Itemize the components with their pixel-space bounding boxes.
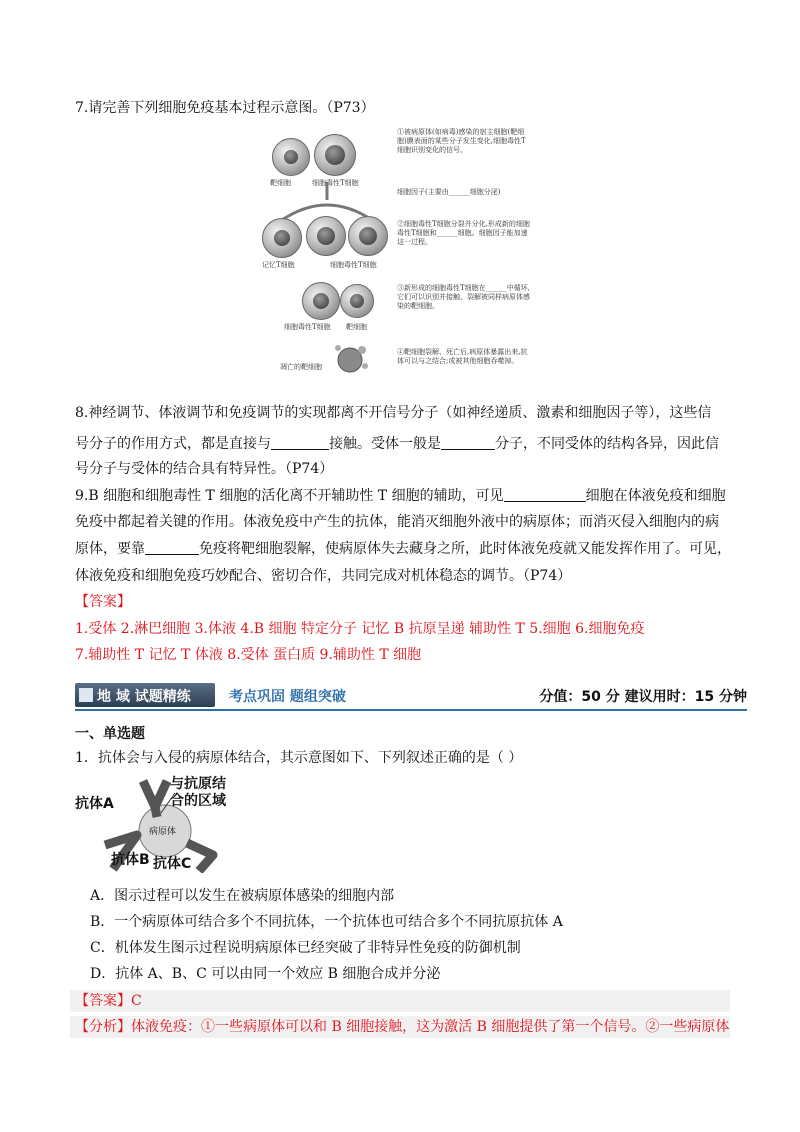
question-9-line-4: 体液免疫和细胞免疫巧妙配合、密切合作，共同完成对机体稳态的调节。（P74）: [75, 568, 572, 584]
q1-answer-value: C: [131, 993, 142, 1009]
figure-note-3: ③新形成的细胞毒性T细胞在______中循环,它们可以识别并接触、裂解被同样病原体感染的靶细胞。: [397, 284, 530, 310]
cytotoxic-t-cell-image: [314, 134, 356, 176]
label-pathogen: 病原体: [149, 827, 177, 837]
q1-analysis-label: 【分析】: [75, 1019, 131, 1035]
label-target-cell-2: 靶细胞: [346, 323, 367, 331]
section-score-time: 分值：50 分 建议用时：15 分钟: [539, 689, 747, 705]
cell-immunity-figure: [262, 122, 534, 382]
question-1-stem: 1．抗体会与入侵的病原体结合，其示意图如下、下列叙述正确的是（ ）: [75, 750, 523, 766]
label-memory-t-cell: 记忆T细胞: [262, 261, 295, 269]
answer-label: 【答案】: [75, 594, 131, 610]
section-header: [75, 683, 747, 711]
target-cell-image: [272, 138, 310, 176]
q8-text-b: 接触。受体一般是: [329, 436, 441, 452]
label-antibody-c: 抗体C: [153, 856, 192, 872]
label-cytotoxic-t-cell: 细胞毒性T细胞: [312, 179, 359, 187]
q9-text-c: 原体，要靠: [75, 541, 145, 557]
q8-text-c: 分子，不同受体的结构各异，因此信: [495, 436, 719, 452]
option-a: A．图示过程可以发生在被病原体感染的细胞内部: [90, 888, 395, 904]
q9-text-b: 细胞在体液免疫和细胞: [585, 488, 726, 504]
cytotoxic-t-cell-image-4: [302, 282, 340, 320]
answer-line-1: 1.受体 2.淋巴细胞 3.体液 4.B 细胞 特定分子 记忆 B 抗原呈递 辅助性 T 5.细胞 6.细胞免疫: [75, 621, 645, 637]
label-apoptotic-cell: 凋亡的靶细胞: [280, 363, 322, 371]
q9-text-d: 免疫将靶细胞裂解，使病原体失去藏身之所，此时体液免疫就又能发挥作用了。可见，: [199, 541, 731, 557]
question-7-text: 7.请完善下列细胞免疫基本过程示意图。（P73）: [75, 100, 375, 116]
antibody-figure: [75, 773, 245, 873]
answer-blank: [271, 435, 329, 450]
book-icon: [79, 688, 93, 702]
answer-blank: [441, 435, 495, 450]
label-antibody-a: 抗体A: [75, 796, 114, 812]
label-antibody-b: 抗体B: [111, 852, 150, 868]
question-9-line-1: [75, 486, 726, 506]
question-9-line-3: [75, 539, 731, 559]
q1-analysis: [75, 1017, 729, 1037]
q9-text-a: 9.B 细胞和细胞毒性 T 细胞的活化离不开辅助性 T 细胞的辅助，可见: [75, 488, 504, 504]
question-8-line-3: 号分子与受体的结合具有特异性。（P74）: [75, 461, 334, 477]
option-c: C．机体发生图示过程说明病原体已经突破了非特异性免疫的防御机制: [90, 940, 521, 956]
q1-answer-label: 【答案】: [75, 993, 131, 1009]
cytotoxic-t-cell-image-3: [348, 216, 388, 256]
target-cell-image-2: [340, 284, 374, 318]
label-target-cell: 靶细胞: [270, 179, 291, 187]
question-8-line-2: [75, 434, 719, 454]
cytotoxic-t-cell-image-2: [306, 216, 346, 256]
figure-note-4: ④靶细胞裂解、死亡后,病原体暴露出来,抗体可以与之结合;或被其他细胞吞噬掉。: [397, 348, 528, 365]
label-binding-region-2: 合的区域: [170, 793, 226, 809]
option-b: B．一个病原体可结合多个不同抗体，一个抗体也可结合多个不同抗原抗体 A: [90, 914, 563, 930]
figure-note-2: ②细胞毒性T细胞分裂并分化,形成新的细胞毒性T细胞和______细胞。细胞因子能加速这一过程。: [397, 220, 530, 246]
part-title: 一、单选题: [75, 726, 145, 742]
question-8-line-1: 8.神经调节、体液调节和免疫调节的实现都离不开信号分子（如神经递质、激素和细胞因子等），这些信: [75, 405, 712, 421]
label-binding-region-1: 与抗原结: [170, 776, 226, 792]
option-d: D．抗体 A、B、C 可以由同一个效应 B 细胞合成并分泌: [90, 966, 441, 982]
q1-answer: [75, 991, 142, 1011]
answer-box: [70, 990, 730, 1012]
cytokine-label: 细胞因子(主要由______细胞分泌): [397, 188, 501, 196]
answer-blank: [145, 540, 199, 555]
section-tab-title: 地 域 试题精练: [97, 689, 191, 705]
section-subtitle: 考点巩固 题组突破: [229, 689, 346, 705]
lysed-cell-icon: [332, 340, 372, 380]
label-cytotoxic-t-cell-2: 细胞毒性T细胞: [330, 261, 377, 269]
question-9-line-2: 免疫中都起着关键的作用。体液免疫中产生的抗体，能消灭细胞外液中的病原体；而消灭侵入细胞内的病: [75, 514, 719, 530]
figure-note-1: ①被病原体(如病毒)感染的宿主细胞(靶细胞)膜表面的某些分子发生变化,细胞毒性T细胞识别变化的信号。: [397, 128, 526, 154]
q8-text-a: 号分子的作用方式，都是直接与: [75, 436, 271, 452]
memory-t-cell-image: [262, 218, 302, 258]
section-tab: [75, 683, 215, 707]
q1-analysis-text: 体液免疫：①一些病原体可以和 B 细胞接触，这为激活 B 细胞提供了第一个信号。②一些病原体: [131, 1019, 730, 1035]
answer-blank: [504, 487, 586, 502]
label-cytotoxic-t-cell-3: 细胞毒性T细胞: [284, 323, 331, 331]
answer-line-2: 7.辅助性 T 记忆 T 体液 8.受体 蛋白质 9.辅助性 T 细胞: [75, 647, 422, 663]
section-divider: [75, 709, 747, 711]
